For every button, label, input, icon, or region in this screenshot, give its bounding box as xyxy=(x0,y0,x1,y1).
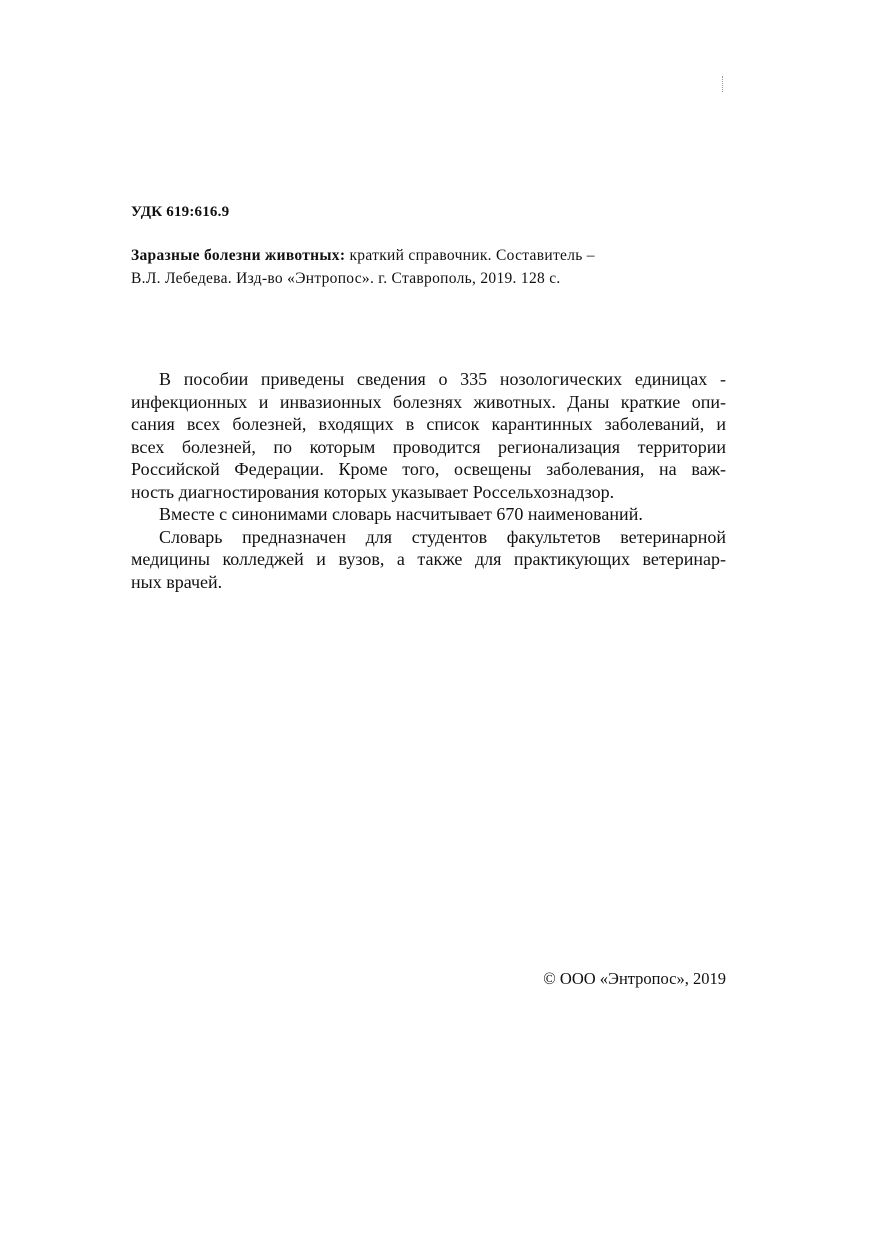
citation-line-1-rest: краткий справочник. Составитель – xyxy=(345,247,595,264)
abstract-p1-line-4: всех болезней, по которым проводится регионализация территории xyxy=(131,436,726,457)
citation-line-1 xyxy=(131,244,731,267)
udk-code: УДК 619:616.9 xyxy=(131,204,230,220)
copyright-notice: © ООО «Энтропос», 2019 xyxy=(543,969,726,988)
abstract-p3-line-3: ных врачей. xyxy=(131,571,223,592)
abstract xyxy=(131,368,726,593)
abstract-p3-line-1: Словарь предназначен для студентов факультетов ветеринарной xyxy=(159,526,726,547)
abstract-p2-line-1: Вместе с синонимами словарь насчитывает 670 наименований. xyxy=(159,504,643,524)
book-title: Заразные болезни животных: xyxy=(131,247,346,264)
abstract-p1-line-6: ность диагностирования которых указывает Россельхознадзор. xyxy=(131,481,615,502)
abstract-p1-line-3: сания всех болезней, входящих в список карантинных заболеваний, и xyxy=(131,414,726,434)
citation-line-2: В.Л. Лебедева. Изд-во «Энтропос». г. Ставрополь, 2019. 128 с. xyxy=(131,270,561,287)
abstract-p1-line-1: В пособии приведены сведения о 335 нозологических единицах - xyxy=(159,369,726,389)
abstract-p1-line-5: Российской Федерации. Кроме того, освещены заболевания, на важ- xyxy=(131,459,726,479)
bibliographic-citation xyxy=(131,244,731,290)
abstract-p3-line-2: медицины колледжей и вузов, а также для практикующих ветеринар- xyxy=(131,549,726,569)
abstract-p1-line-2: инфекционных и инвазионных болезнях животных. Даны краткие опи- xyxy=(131,391,726,412)
page-edge-mark xyxy=(722,76,726,92)
